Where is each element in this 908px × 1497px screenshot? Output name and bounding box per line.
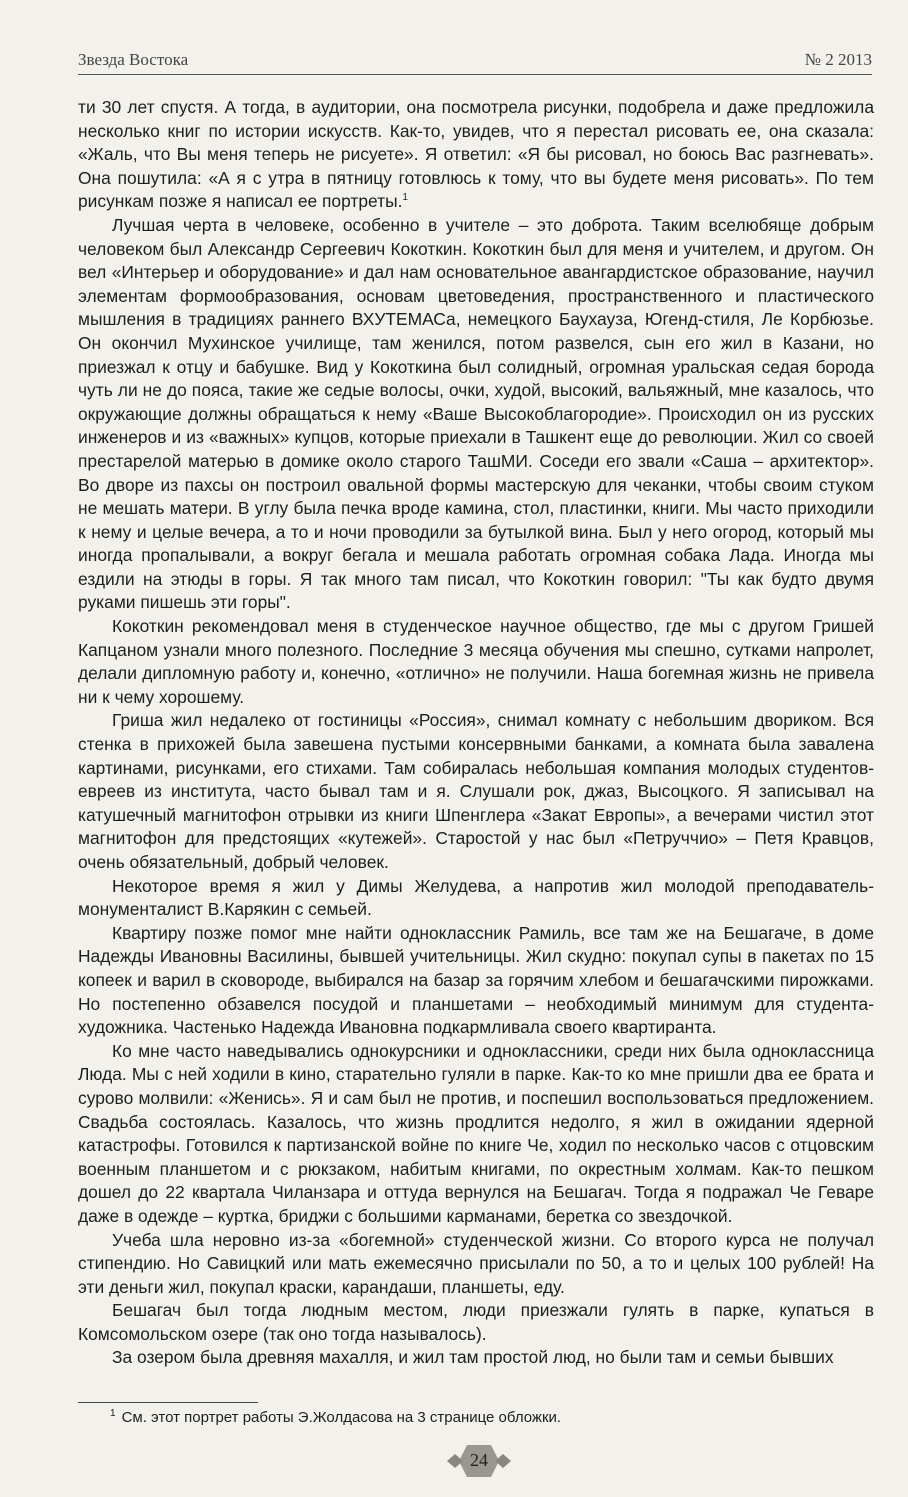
paragraph: Квартиру позже помог мне найти одноклассник Рамиль, все там же на Бешагаче, в доме Надежды Ивановны Василины, бывшей учительницы. Жил скудно: покупал супы в пакетах по 15 копеек и варил в сковороде, выбирался на базар за горячим хлебом и бешагачскими пирожками. Но постепенно обзавелся посудой и планшетами – необходимый минимум для студента-художника. Частенько Надежда Ивановна подкармливала своего квартиранта. bbox=[78, 922, 874, 1038]
paragraph: Бешагач был тогда людным местом, люди приезжали гулять в парке, купаться в Комсомольском озере (так оно тогда называлось). bbox=[78, 1300, 874, 1344]
footnote-number: 1 bbox=[110, 1408, 116, 1419]
paragraph: Ко мне часто наведывались однокурсники и одноклассники, среди них была одноклассница Люда. Мы с ней ходили в кино, старательно гуляли в парке. Как-то ко мне пришли два ее брата и сурово молвили: «Женись». Я и сам был не против, и поспешил воспользоваться предложением. Свадьба состоялась. Казалось, что жизнь продлится недолго, я жил в ожидании ядерной катастрофы. Готовился к партизанской войне по книге Че, ходил по несколько часов с отцовским военным планшетом и с рюкзаком, набитым книгами, по окрестным холмам. Как-то пешком дошел до 22 квартала Чиланзара и оттуда вернулся на Бешагач. Тогда я подражал Че Геваре даже в одежде – куртка, бриджи с большими карманами, беретка со звездочкой. bbox=[78, 1040, 874, 1226]
paragraph: Гриша жил недалеко от гостиницы «Россия», снимал комнату с небольшим двориком. Вся стенка в прихожей была завешена пустыми консервными банками, а комната была завалена картинами, рисунками, его стихами. Там собиралась небольшая компания молодых студентов-евреев из института, часто бывал там и я. Слушали рок, джаз, Высоцкого. Я записывал на катушечный магнитофон отрывки из книги Шпенглера «Закат Европы», а вечерами чистил этот магнитофон для предстоящих «кутежей». Старостой у нас был «Петруччио» – Петя Кравцов, очень обязательный, добрый человек. bbox=[78, 710, 874, 872]
paragraph: Лучшая черта в человеке, особенно в учителе – это доброта. Таким вселюбяще добрым человеком был Александр Сергеевич Кокоткин. Кокоткин был для меня и учителем, и другом. Он вел «Интерьер и оборудование» и дал нам основательное авангардистское образование, научил элементам формообразования, основам цветоведения, пространственного и пластического мышления в традициях раннего ВХУТЕМАСа, немецкого Баухауза, Югенд-стиля, Ле Корбюзье. Он окончил Мухинское училище, там женился, потом развелся, сын его жил в Казани, но приезжал к отцу и бабушке. Вид у Кокоткина был солидный, огромная уральская седая борода чуть ли не до пояса, такие же седые волосы, очки, худой, высокий, вальяжный, мне казалось, что окружающие должны обращаться к нему «Ваше Высокоблагородие». Происходил он из русских инженеров и из «важных» купцов, которые приехали в Ташкент еще до революции. Жил со своей престарелой матерью в домике около старого ТашМИ. Соседи его звали «Саша – архитектор». Во дворе из пахсы он построил овальной формы мастерскую для чеканки, чтобы своим стуком не мешать матери. В углу была печка вроде камина, стол, пластинки, книги. Мы часто приходили к нему и целые вечера, а то и ночи проводили за бутылкой вина. Был у него огород, который мы иногда пропалывали, а вокруг бегала и мешала работать огромная собака Лада. Иногда мы ездили на этюды в горы. Я так много там писал, что Кокоткин говорил: "Ты как будто двумя руками пишешь эти горы". bbox=[78, 214, 874, 613]
issue-number: № 2 2013 bbox=[804, 50, 872, 69]
paragraph: Некоторое время я жил у Димы Желудева, а напротив жил молодой преподаватель-монументалист В.Карякин с семьей. bbox=[78, 875, 874, 920]
page-number: 24 bbox=[470, 1450, 488, 1470]
footnote-divider bbox=[78, 1402, 258, 1403]
paragraph: ти 30 лет спустя. А тогда, в аудитории, она посмотрела рисунки, подобрела и даже предложила несколько книг по истории искусств. Как-то, увидев, что я перестал рисовать ее, она сказала: «Жаль, что Вы меня теперь не рисуете». Я ответил: «Я бы рисовал, но боюсь Вас разгневать». Она пошутила: «А я с утра в пятницу готовлюсь к тому, что вы будете меня рисовать». По тем рисункам позже я написал ее портреты.$^1$ bbox=[78, 97, 874, 212]
paragraph: Учеба шла неровно из-за «богемной» студенческой жизни. Со второго курса не получал стипендию. Но Савицкий или мать ежемесячно присылали по 50, а то и целых 100 рублей! На эти деньги жил, покупал краски, карандаши, планшеты, еду. bbox=[78, 1229, 874, 1297]
article-body bbox=[78, 96, 874, 1370]
journal-title: Звезда Востока bbox=[78, 50, 189, 69]
paragraph: За озером была древняя махалля, и жил там простой люд, но были там и семьи бывших bbox=[112, 1347, 834, 1368]
footnote-marker: 1 bbox=[402, 192, 408, 204]
page-number-badge bbox=[447, 1441, 511, 1481]
paragraph: Кокоткин рекомендовал меня в студенческое научное общество, где мы с другом Гришей Капцаном узнали много полезного. Последние 3 месяца обучения мы спешно, сутками напролет, делали дипломную работу и, конечно, «отлично» не получили. Наша богемная жизнь не привела ни к чему хорошему. bbox=[78, 616, 874, 707]
footnote bbox=[110, 1408, 850, 1428]
running-header bbox=[78, 48, 872, 75]
footnote-text: См. этот портрет работы Э.Жолдасова на 3 странице обложки. bbox=[121, 1409, 562, 1426]
